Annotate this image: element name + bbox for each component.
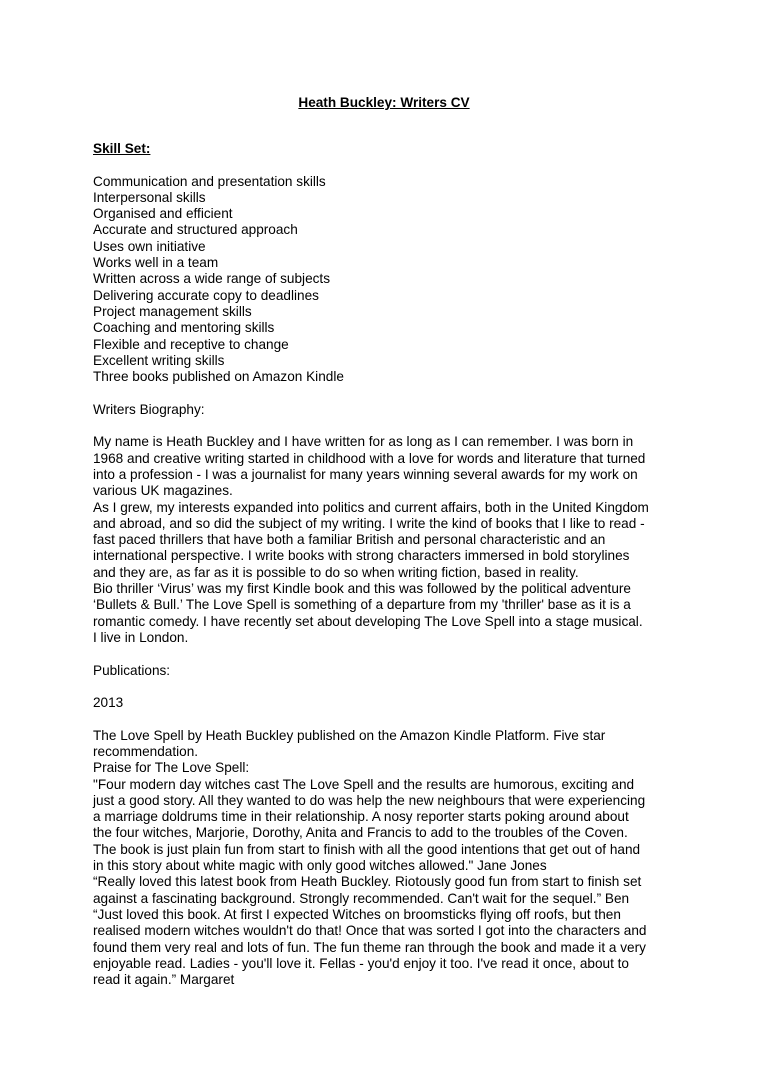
biography-line: My name is Heath Buckley and I have written for as long as I can remember. I was born in <box>93 434 634 450</box>
publication-line: Praise for The Love Spell: <box>93 760 250 776</box>
biography-line: fast paced thrillers that have both a familiar British and personal characteristic and an <box>93 532 606 548</box>
skill-item: Three books published on Amazon Kindle <box>93 369 344 385</box>
skill-item: Project management skills <box>93 303 252 319</box>
publication-line: found them very real and lots of fun. The fun theme ran through the book and made it a very <box>93 939 646 955</box>
skill-item: Uses own initiative <box>93 238 206 254</box>
publications-heading: Publications: <box>93 662 171 678</box>
biography-line: As I grew, my interests expanded into politics and current affairs, both in the United Kingdom <box>93 499 649 515</box>
publication-line: recommendation. <box>93 743 199 759</box>
publication-line: against a fascinating background. Strongly recommended. Can't wait for the sequel.” Ben <box>93 890 630 906</box>
publication-line: The book is just plain fun from start to finish with all the good intentions that get out of hand <box>93 841 641 857</box>
publication-year: 2013 <box>93 695 124 711</box>
publication-line: a marriage doldrums time in their relationship. A nosy reporter starts poking around about <box>93 809 629 825</box>
biography-line: romantic comedy. I have recently set about developing The Love Spell into a stage musical. <box>93 613 643 629</box>
publication-line: in this story about white magic with only good witches allowed." Jane Jones <box>93 858 547 874</box>
publication-line: realised modern witches wouldn't do that! Once that was sorted I got into the characters and <box>93 923 647 939</box>
publication-line: the four witches, Marjorie, Dorothy, Anita and Francis to add to the troubles of the Coven. <box>93 825 628 841</box>
publication-line: “Really loved this latest book from Heath Buckley. Riotously good fun from start to finish set <box>93 874 642 890</box>
publication-line: read it again.” Margaret <box>93 972 235 988</box>
biography-line: international perspective. I write books with strong characters immersed in bold storylines <box>93 548 630 564</box>
biography-section <box>93 402 693 646</box>
publication-line: “Just loved this book. At first I expected Witches on broomsticks flying off roofs, but then <box>93 906 621 922</box>
skill-item: Delivering accurate copy to deadlines <box>93 287 319 303</box>
biography-heading: Writers Biography: <box>93 401 205 417</box>
skill-item: Organised and efficient <box>93 206 233 222</box>
biography-line: and abroad, and so did the subject of my writing. I write the kind of books that I like to read - <box>93 515 645 531</box>
skills-heading: Skill Set: <box>93 141 151 156</box>
biography-line: 1968 and creative writing started in childhood with a love for words and literature that turned <box>93 450 646 466</box>
biography-line: various UK magazines. <box>93 483 233 499</box>
skill-item: Written across a wide range of subjects <box>93 271 330 287</box>
skills-section <box>93 141 693 385</box>
biography-line: and they are, as far as it is possible to do so when writing fiction, based in reality. <box>93 564 579 580</box>
skill-item: Flexible and receptive to change <box>93 336 289 352</box>
skill-item: Interpersonal skills <box>93 189 206 205</box>
publication-line: enjoyable read. Ladies - you'll love it. Fellas - you'd enjoy it too. I've read it once, about to <box>93 955 629 971</box>
skill-item: Accurate and structured approach <box>93 222 298 238</box>
biography-text <box>93 434 693 646</box>
biography-line: ‘Bullets & Bull.’ The Love Spell is something of a departure from my 'thriller' base as it is a <box>93 597 631 613</box>
publications-section <box>93 663 693 989</box>
publication-line: just a good story. All they wanted to do was help the new neighbours that were experiencing <box>93 792 646 808</box>
biography-line: into a profession - I was a journalist for many years winning several awards for my work on <box>93 466 638 482</box>
skill-item: Works well in a team <box>93 255 219 271</box>
skill-item: Coaching and mentoring skills <box>93 320 275 336</box>
publication-text <box>93 728 693 989</box>
biography-line: Bio thriller ‘Virus’ was my first Kindle book and this was followed by the political adventure <box>93 581 631 597</box>
document-body <box>93 141 693 988</box>
skill-item: Excellent writing skills <box>93 352 225 368</box>
publication-line: "Four modern day witches cast The Love Spell and the results are humorous, exciting and <box>93 776 635 792</box>
skills-list <box>93 174 693 386</box>
biography-line: I live in London. <box>93 629 189 645</box>
publication-line: The Love Spell by Heath Buckley published on the Amazon Kindle Platform. Five star <box>93 727 606 743</box>
page-title: Heath Buckley: Writers CV <box>298 95 470 110</box>
skill-item: Communication and presentation skills <box>93 173 326 189</box>
